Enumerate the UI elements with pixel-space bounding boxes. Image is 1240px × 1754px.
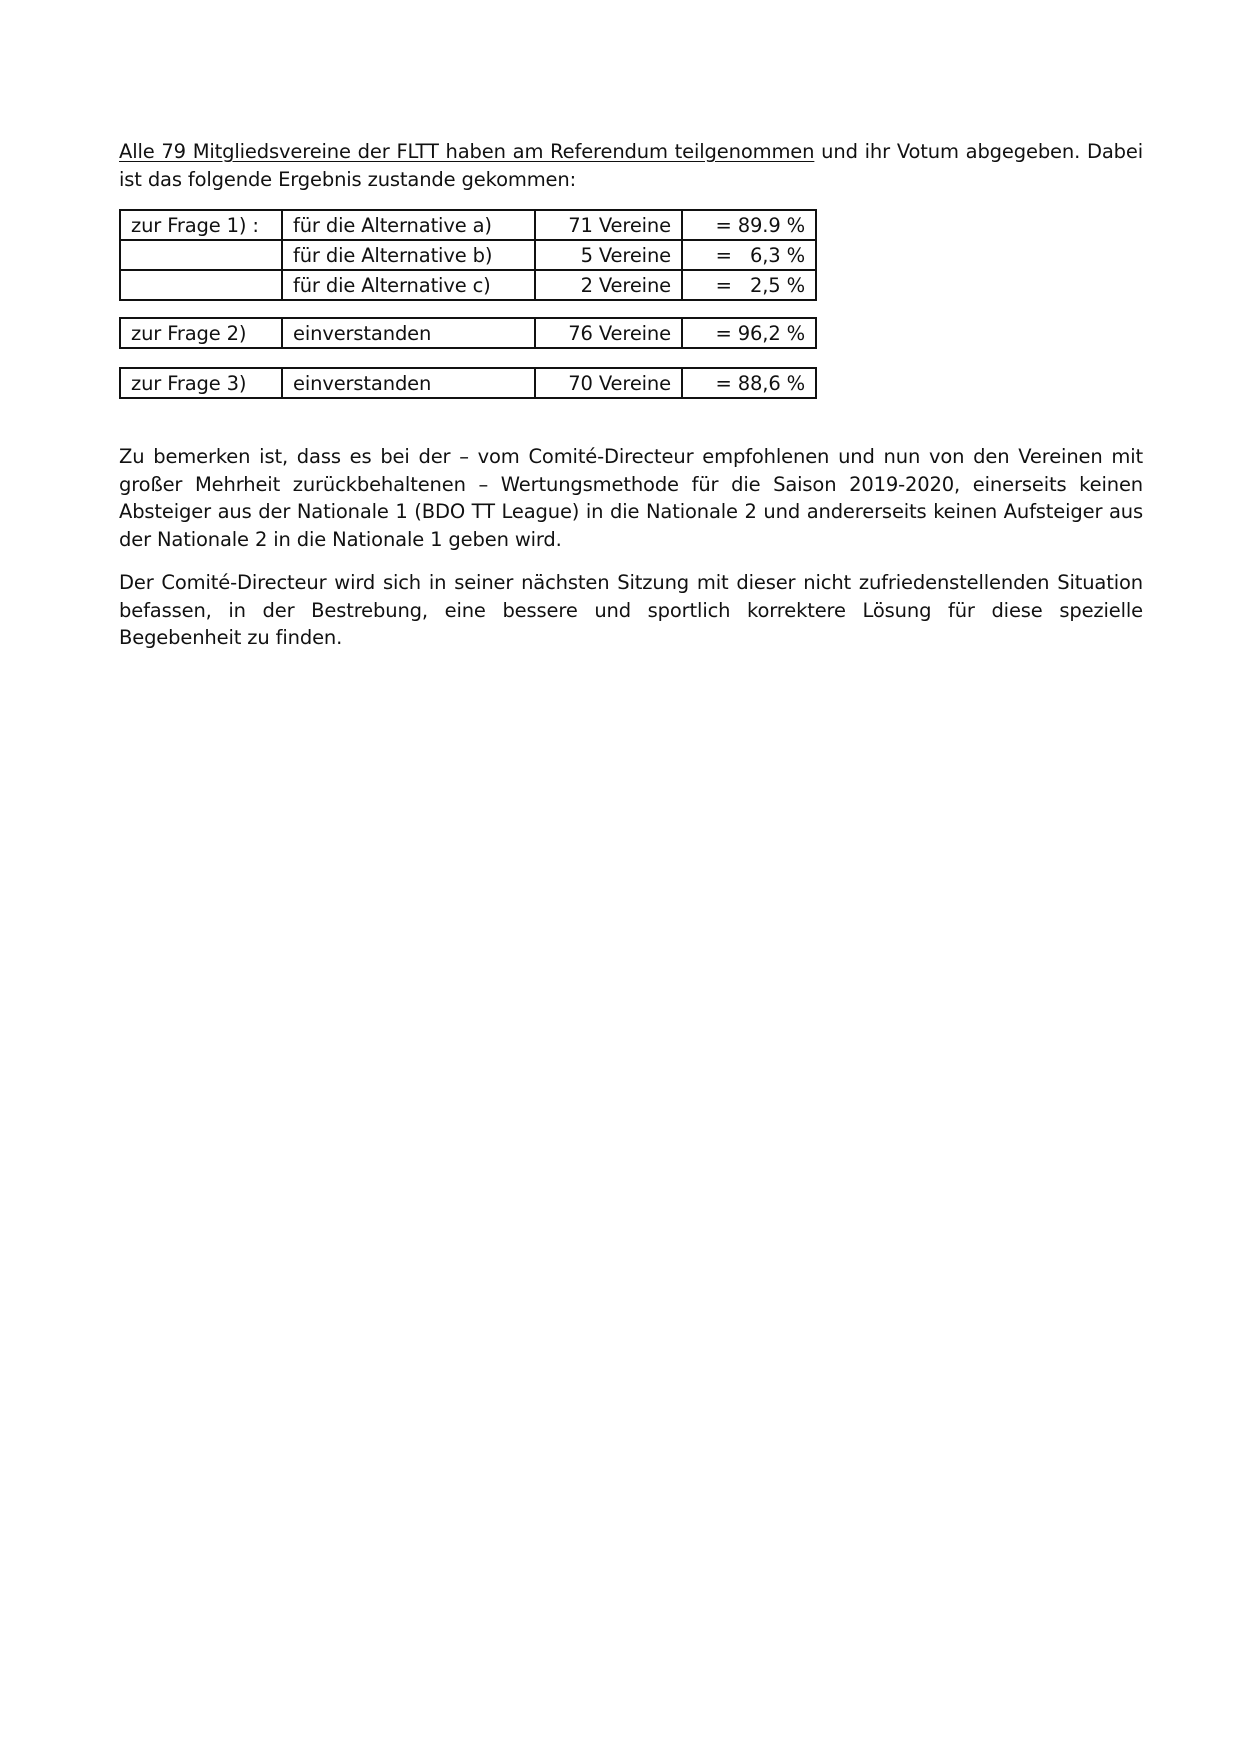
table-row <box>120 318 816 348</box>
answer-cell: einverstanden <box>282 368 535 398</box>
document-page <box>119 138 1143 652</box>
question-cell <box>120 240 282 270</box>
percent-cell: = 96,2 % <box>682 318 816 348</box>
question-cell: zur Frage 3) <box>120 368 282 398</box>
question-cell <box>120 270 282 300</box>
count-cell: 2 Vereine <box>535 270 682 300</box>
count-cell: 76 Vereine <box>535 318 682 348</box>
percent-cell: = 6,3 % <box>682 240 816 270</box>
remark-paragraph: Zu bemerken ist, dass es bei der – vom Comité-Directeur empfohlenen und nun von den Vereinen mit großer Mehrheit zurückbehaltenen – Wertungsmethode für die Saison 2019-2020, einerseits keinen Absteiger aus der Nationale 1 (BDO TT League) in die Nationale 2 und andererseits keinen Aufsteiger aus der Nationale 2 in die Nationale 1 geben wird. <box>119 445 1143 551</box>
results-table-question-2 <box>119 317 817 349</box>
results-table-question-1 <box>119 209 817 301</box>
answer-cell: einverstanden <box>282 318 535 348</box>
count-cell: 70 Vereine <box>535 368 682 398</box>
count-cell: 5 Vereine <box>535 240 682 270</box>
count-cell: 71 Vereine <box>535 210 682 240</box>
intro-paragraph <box>119 138 1143 193</box>
intro-underlined-text: Alle 79 Mitgliedsvereine der FLTT haben am Referendum teilgenommen <box>119 140 815 163</box>
percent-cell: = 2,5 % <box>682 270 816 300</box>
table-row <box>120 210 816 240</box>
question-cell: zur Frage 1) : <box>120 210 282 240</box>
table-row <box>120 270 816 300</box>
intro-text: und ihr Votum abgegeben. Dabei ist das folgende Ergebnis zustande gekommen: <box>119 140 1143 191</box>
answer-cell: für die Alternative b) <box>282 240 535 270</box>
answer-cell: für die Alternative c) <box>282 270 535 300</box>
answer-cell: für die Alternative a) <box>282 210 535 240</box>
table-row <box>120 240 816 270</box>
question-cell: zur Frage 2) <box>120 318 282 348</box>
results-table-question-3 <box>119 367 817 399</box>
percent-cell: = 88,6 % <box>682 368 816 398</box>
percent-cell: = 89.9 % <box>682 210 816 240</box>
table-row <box>120 368 816 398</box>
committee-paragraph: Der Comité-Directeur wird sich in seiner nächsten Sitzung mit dieser nicht zufriedenstellenden Situation befassen, in der Bestrebung, eine bessere und sportlich korrektere Lösung für diese spezielle Begebenheit zu finden. <box>119 571 1143 649</box>
